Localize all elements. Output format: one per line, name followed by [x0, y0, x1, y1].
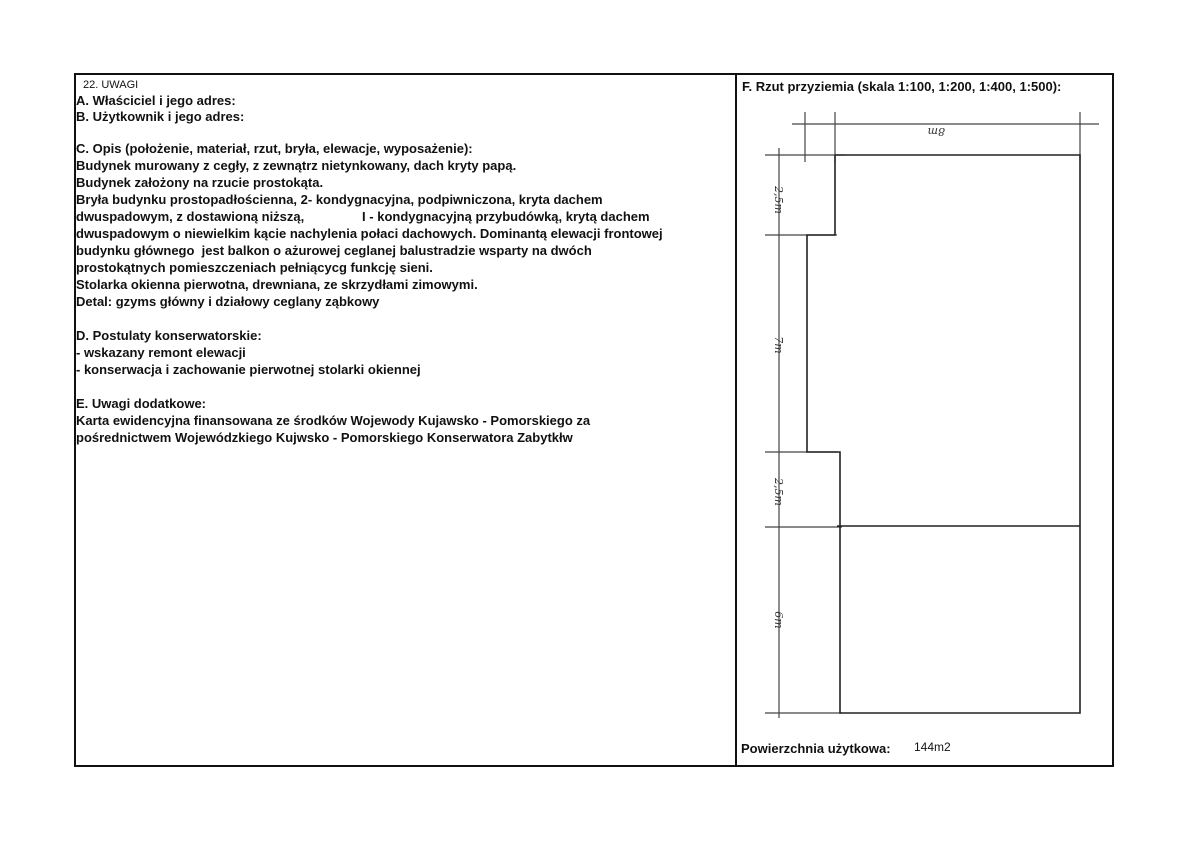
conservation-item: - konserwacja i zachowanie pierwotnej stolarki okiennej [76, 362, 421, 377]
description-line: dwuspadowym, z dostawioną niższą, I - kondygnacyjną przybudówką, krytą dachem [76, 209, 650, 224]
floor-plan-sketch [737, 100, 1112, 720]
description-line: Bryła budynku prostopadłościenna, 2- kondygnacyjna, podpiwniczona, kryta dachem [76, 192, 603, 207]
usable-area-value: 144m2 [914, 740, 951, 754]
building-outline [807, 155, 1080, 713]
description-heading: C. Opis (położenie, materiał, rzut, bryła, elewacje, wyposażenie): [76, 141, 473, 156]
usable-area-label: Powierzchnia użytkowa: [741, 741, 891, 756]
additional-notes-line: Karta ewidencyjna finansowana ze środków Wojewody Kujawsko - Pomorskiego za [76, 413, 591, 428]
description-line: budynku głównego jest balkon o ażurowej ceglanej balustradzie wsparty na dwóch [76, 243, 592, 258]
conservation-item: - wskazany remont elewacji [76, 345, 246, 360]
description-line: Budynek murowany z cegły, z zewnątrz nietynkowany, dach kryty papą. [76, 158, 517, 173]
dimension-label-1: 2,5m [772, 186, 785, 214]
description-line: Detal: gzyms główny i działowy ceglany ząbkowy [76, 294, 380, 309]
additional-notes-heading: E. Uwagi dodatkowe: [76, 396, 207, 411]
dimension-label-2: 7m [772, 336, 785, 354]
conservation-heading: D. Postulaty konserwatorskie: [76, 328, 262, 343]
additional-notes-line: pośrednictwem Wojewódzkiego Kujwsko - Pomorskiego Konserwatora Zabytkłw [76, 430, 573, 445]
floor-plan-title: F. Rzut przyziemia (skala 1:100, 1:200, 1:400, 1:500): [742, 79, 1062, 94]
description-line: prostokątnych pomieszczeniach pełniącycg funkcję sieni. [76, 260, 433, 275]
description-line: dwuspadowym o niewielkim kącie nachylenia połaci dachowych. Dominantą elewacji frontowej [76, 226, 663, 241]
dimension-label-4: 6m [772, 611, 785, 629]
section-number: 22. UWAGI [83, 79, 139, 91]
owner-field-label: A. Właściciel i jego adres: [76, 93, 236, 108]
description-line: Budynek założony na rzucie prostokąta. [76, 175, 324, 190]
user-field-label: B. Użytkownik i jego adres: [76, 109, 245, 124]
description-line: Stolarka okienna pierwotna, drewniana, ze skrzydłami zimowymi. [76, 277, 478, 292]
dimension-label-3: 2,5m [772, 478, 785, 506]
dimension-label-top: 8m [927, 125, 945, 138]
